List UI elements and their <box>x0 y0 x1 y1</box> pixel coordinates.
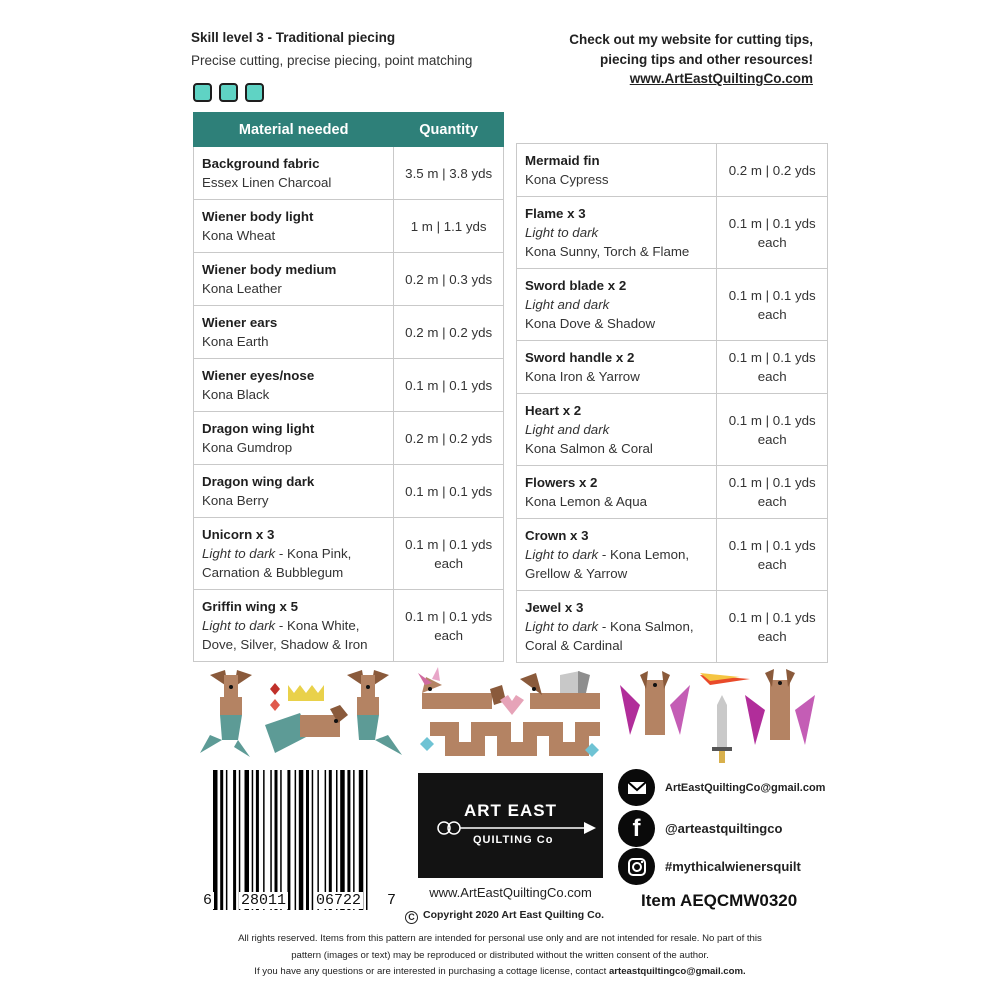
instagram-icon <box>618 848 655 885</box>
quantity-value: 0.1 m | 0.1 yds <box>405 536 493 552</box>
tips-line-1: Check out my website for cutting tips, <box>569 32 813 47</box>
material-name: Griffin wing x 5 <box>202 599 299 614</box>
material-fabric: Kona Lemon & Aqua <box>525 494 647 509</box>
facebook-icon: f <box>618 810 655 847</box>
material-cell <box>194 412 394 465</box>
quantity-each: each <box>757 494 787 509</box>
material-name: Wiener ears <box>202 315 278 330</box>
quantity-value: 3.5 m | 3.8 yds <box>405 165 493 181</box>
material-shade-order: Light to dark <box>525 225 599 240</box>
table-row <box>517 269 828 341</box>
barcode-bar <box>263 770 265 910</box>
table-row <box>194 306 504 359</box>
disclaimer-line-1: All rights reserved. Items from this pattern are intended for personal use only and are not intended for resale. No part of this <box>238 933 762 944</box>
quantity-cell <box>394 253 504 306</box>
skill-square-icon <box>245 83 264 102</box>
envelope-icon <box>618 769 655 806</box>
material-detail <box>525 367 708 386</box>
material-fabric: - Kona Pink, <box>275 546 352 561</box>
material-fabric: Kona Cypress <box>525 172 609 187</box>
material-header: Material needed <box>194 113 394 147</box>
material-fabric: Essex Linen Charcoal <box>202 175 332 190</box>
material-fabric: - Kona White, <box>275 618 360 633</box>
quantity-value: 0.1 m | 0.1 yds <box>728 412 816 428</box>
materials-table-left <box>193 112 504 662</box>
barcode-bar <box>226 770 228 910</box>
material-fabric-continued: Coral & Cardinal <box>525 638 623 653</box>
skill-level-title: Skill level 3 - Traditional piecing <box>191 30 396 45</box>
table-row <box>194 590 504 662</box>
social-facebook-row[interactable] <box>618 810 782 847</box>
table-row <box>517 466 828 519</box>
material-detail <box>525 223 708 242</box>
quantity-cell <box>717 341 828 394</box>
material-detail <box>525 170 708 189</box>
material-detail <box>202 544 385 563</box>
barcode-bar <box>256 770 259 910</box>
table-row <box>517 197 828 269</box>
material-cell <box>517 591 717 663</box>
quantity-each: each <box>757 234 787 250</box>
social-instagram-text: #mythicalwienersquilt <box>665 859 801 874</box>
barcode-bar <box>317 770 319 910</box>
material-fabric: Kona Iron & Yarrow <box>525 369 640 384</box>
quantity-each: each <box>757 306 787 322</box>
material-name: Jewel x 3 <box>525 600 584 615</box>
quantity-value: 0.2 m | 0.2 yds <box>728 162 816 178</box>
material-fabric: Kona Earth <box>202 334 269 349</box>
flame-illustration <box>700 673 750 685</box>
logo-line-1: ART EAST <box>464 801 557 820</box>
material-detail <box>202 226 385 245</box>
barcode-bar <box>295 770 297 910</box>
table-row <box>194 412 504 465</box>
material-detail <box>202 279 385 298</box>
barcode-bar <box>233 770 236 910</box>
unicorn-wiener-illustration <box>418 667 506 709</box>
material-name: Flowers x 2 <box>525 475 598 490</box>
quantity-value: 0.1 m | 0.1 yds <box>405 608 493 624</box>
material-fabric-continued: Dove, Silver, Shadow & Iron <box>202 637 368 652</box>
material-cell <box>194 147 394 200</box>
material-fabric: - Kona Lemon, <box>598 547 690 562</box>
skill-level-squares <box>193 83 264 102</box>
quantity-cell <box>394 412 504 465</box>
quantity-value: 0.1 m | 0.1 yds <box>728 287 816 303</box>
material-cell <box>194 306 394 359</box>
material-cell <box>517 341 717 394</box>
disclaimer-line-2: pattern (images or text) may be reproduced or distributed without the written consent of the author. <box>291 949 709 961</box>
logo-line-2: QUILTING Co <box>473 834 554 846</box>
quantity-cell <box>717 394 828 466</box>
material-name: Background fabric <box>202 156 320 171</box>
long-wiener-illustration <box>430 729 600 749</box>
art-east-logo <box>418 773 603 878</box>
copyright <box>405 909 604 924</box>
material-name: Sword blade x 2 <box>525 278 627 293</box>
barcode-bar <box>280 770 282 910</box>
material-detail <box>202 173 385 192</box>
dragon-wiener-illustration <box>745 669 815 745</box>
material-detail <box>202 385 385 404</box>
quantity-value: 0.2 m | 0.2 yds <box>405 324 493 340</box>
quantity-value: 0.1 m | 0.1 yds <box>728 350 816 365</box>
material-name: Dragon wing light <box>202 421 315 436</box>
material-name: Wiener eyes/nose <box>202 368 315 383</box>
quantity-cell <box>394 518 504 590</box>
logo-website-url[interactable]: www.ArtEastQuiltingCo.com <box>429 885 592 900</box>
heart-illustration <box>500 695 524 715</box>
material-cell <box>517 197 717 269</box>
material-detail <box>525 295 708 314</box>
barcode-bar <box>336 770 338 910</box>
quantity-cell <box>717 591 828 663</box>
material-name: Wiener body medium <box>202 262 337 277</box>
table-row <box>517 394 828 466</box>
quilt-block-illustrations <box>190 665 830 765</box>
barcode-bar <box>220 770 223 910</box>
barcode-bar <box>270 770 272 910</box>
material-cell <box>194 590 394 662</box>
material-fabric: Kona Gumdrop <box>202 440 293 455</box>
material-fabric: Kona Leather <box>202 281 282 296</box>
material-name: Mermaid fin <box>525 153 600 168</box>
barcode-bar <box>252 770 254 910</box>
quantity-value: 0.1 m | 0.1 yds <box>728 215 816 231</box>
quantity-cell <box>394 306 504 359</box>
material-fabric: Kona Berry <box>202 493 269 508</box>
quantity-value: 0.1 m | 0.1 yds <box>405 483 493 499</box>
disclaimer-contact-email[interactable]: arteastquiltingco@gmail.com. <box>608 966 746 977</box>
material-shade-order: Light and dark <box>525 297 610 312</box>
table-row <box>194 200 504 253</box>
material-detail <box>202 491 385 510</box>
barcode-group-1: 28011 <box>241 892 287 909</box>
quantity-cell <box>717 519 828 591</box>
quantity-each: each <box>434 627 464 643</box>
social-instagram-row[interactable] <box>618 848 801 885</box>
sword-illustration <box>712 695 732 763</box>
table-header-row <box>194 113 504 147</box>
table-row <box>194 359 504 412</box>
quantity-each: each <box>757 369 787 384</box>
material-cell <box>194 253 394 306</box>
quantity-value: 0.2 m | 0.3 yds <box>405 271 493 287</box>
materials-table-right-body <box>517 144 828 663</box>
material-fabric-continued: Kona Salmon & Coral <box>525 441 653 456</box>
material-detail <box>202 332 385 351</box>
barcode-bar <box>239 770 241 910</box>
material-fabric: - Kona Salmon, <box>598 619 694 634</box>
quantity-value: 0.1 m | 0.1 yds <box>728 537 816 553</box>
barcode-bar <box>299 770 304 910</box>
barcode-digit-first: 6 <box>203 892 213 909</box>
barcode-group-2: 06722 <box>316 892 362 909</box>
material-detail <box>202 616 385 635</box>
material-name: Unicorn x 3 <box>202 527 275 542</box>
mermaid-wiener-illustration <box>347 670 402 755</box>
skill-level-subtitle: Precise cutting, precise piecing, point matching <box>191 53 473 68</box>
material-detail <box>202 438 385 457</box>
quantity-each: each <box>757 628 787 644</box>
skill-square-icon <box>219 83 238 102</box>
barcode-bar <box>353 770 355 910</box>
table-row <box>517 341 828 394</box>
quantity-cell <box>394 465 504 518</box>
quantity-cell <box>394 200 504 253</box>
material-name: Heart x 2 <box>525 403 582 418</box>
table-row <box>517 591 828 663</box>
material-cell <box>517 394 717 466</box>
quantity-value: 0.1 m | 0.1 yds <box>728 609 816 625</box>
barcode-bars <box>213 770 403 910</box>
quantity-value: 0.1 m | 0.1 yds <box>405 377 493 393</box>
material-fabric: Kona Wheat <box>202 228 276 243</box>
barcode-bar <box>306 770 309 910</box>
barcode-bar <box>366 770 368 910</box>
quantity-each: each <box>757 556 787 572</box>
table-row <box>194 253 504 306</box>
barcode-bar <box>287 770 290 910</box>
material-detail <box>525 545 708 564</box>
mermaid-wiener-lying-illustration <box>265 705 348 753</box>
quantity-cell <box>717 269 828 341</box>
material-shade-order: Light to dark <box>525 619 599 634</box>
table-row <box>517 519 828 591</box>
copyright-text: Copyright 2020 Art East Quilting Co. <box>423 909 605 921</box>
website-link[interactable]: www.ArtEastQuiltingCo.com <box>629 71 813 86</box>
material-cell <box>194 465 394 518</box>
material-detail <box>525 420 708 439</box>
material-name: Sword handle x 2 <box>525 350 635 365</box>
dragon-wiener-illustration <box>620 671 690 735</box>
item-code: Item AEQCMW0320 <box>641 891 798 910</box>
quantity-header: Quantity <box>394 113 504 147</box>
material-cell <box>194 359 394 412</box>
quantity-value: 0.1 m | 0.1 yds <box>728 475 816 490</box>
tips-line-2: piecing tips and other resources! <box>599 51 813 67</box>
material-fabric: Kona Black <box>202 387 270 402</box>
barcode-bar <box>213 770 218 910</box>
material-detail <box>525 617 708 636</box>
barcode-bar <box>340 770 345 910</box>
quantity-each: each <box>434 555 464 571</box>
material-fabric-continued: Kona Sunny, Torch & Flame <box>525 244 690 259</box>
material-fabric-continued: Kona Dove & Shadow <box>525 316 656 331</box>
material-shade-order: Light to dark <box>202 618 276 633</box>
jewels-and-crown-illustration <box>270 683 324 711</box>
barcode-bar <box>359 770 364 910</box>
website-tips <box>569 30 813 89</box>
quantity-cell <box>394 359 504 412</box>
mermaid-wiener-illustration <box>200 670 252 757</box>
table-row <box>194 518 504 590</box>
social-email-row[interactable] <box>618 769 825 806</box>
quantity-value: 1 m | 1.1 yds <box>410 218 487 234</box>
barcode-bar <box>245 770 250 910</box>
materials-table-left-body <box>194 147 504 662</box>
material-shade-order: Light to dark <box>525 547 599 562</box>
social-email-text: ArtEastQuiltingCo@gmail.com <box>665 781 826 794</box>
table-row <box>194 465 504 518</box>
material-cell <box>517 466 717 519</box>
disclaimer <box>180 931 820 981</box>
material-name: Flame x 3 <box>525 206 586 221</box>
material-cell <box>517 519 717 591</box>
barcode-bar <box>325 770 327 910</box>
material-cell <box>194 200 394 253</box>
material-cell <box>517 269 717 341</box>
material-name: Crown x 3 <box>525 528 589 543</box>
quantity-cell <box>717 466 828 519</box>
quantity-value: 0.2 m | 0.2 yds <box>405 430 493 446</box>
material-name: Dragon wing dark <box>202 474 315 489</box>
material-shade-order: Light and dark <box>525 422 610 437</box>
material-cell <box>194 518 394 590</box>
social-facebook-text: @arteastquiltingco <box>665 821 783 836</box>
griffin-wiener-illustration <box>520 671 600 709</box>
quantity-cell <box>394 590 504 662</box>
barcode-bar <box>347 770 350 910</box>
copyright-icon: C <box>405 911 418 924</box>
barcode-bar <box>312 770 314 910</box>
barcode-digit-last: 7 <box>387 892 397 909</box>
barcode-bar <box>329 770 332 910</box>
skill-square-icon <box>193 83 212 102</box>
material-shade-order: Light to dark <box>202 546 276 561</box>
material-fabric-continued: Grellow & Yarrow <box>525 566 628 581</box>
material-cell <box>517 144 717 197</box>
material-fabric-continued: Carnation & Bubblegum <box>202 565 344 580</box>
quantity-cell <box>717 197 828 269</box>
materials-table-right <box>516 143 828 663</box>
table-row <box>194 147 504 200</box>
table-row <box>517 144 828 197</box>
quantity-cell <box>717 144 828 197</box>
barcode-bar <box>275 770 278 910</box>
disclaimer-line-3: If you have any questions or are interested in purchasing a cottage license, contact <box>254 966 609 977</box>
material-name: Wiener body light <box>202 209 314 224</box>
quantity-each: each <box>757 431 787 447</box>
material-detail <box>525 492 708 511</box>
quantity-cell <box>394 147 504 200</box>
